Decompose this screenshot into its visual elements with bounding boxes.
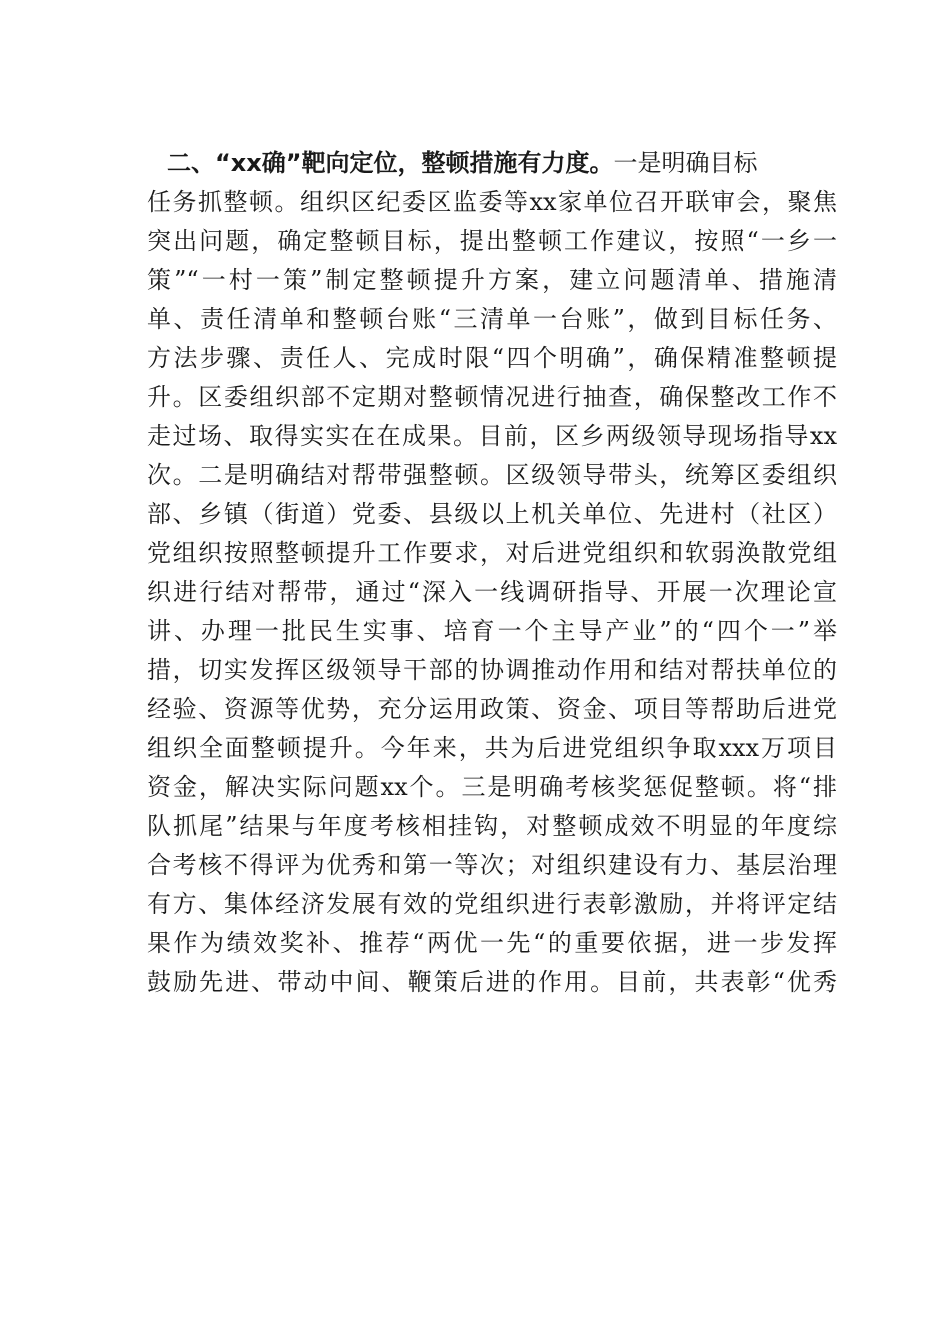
paragraph-line: 讲、办理一批民生实事、培育一个主导产业”的“四个一”举 bbox=[147, 617, 837, 645]
paragraph-line: 有方、集体经济发展有效的党组织进行表彰激励，并将评定结 bbox=[147, 890, 837, 918]
paragraph-line: 走过场、取得实实在在成果。目前，区乡两级领导现场指导xx bbox=[147, 422, 837, 450]
body-paragraph bbox=[147, 144, 837, 1002]
paragraph-line: 合考核不得评为优秀和第一等次；对组织建设有力、基层治理 bbox=[147, 851, 837, 879]
paragraph-line: 组织全面整顿提升。今年来，共为后进党组织争取xxx万项目 bbox=[147, 734, 837, 762]
paragraph-line: 资金，解决实际问题xx个。三是明确考核奖惩促整顿。将“排 bbox=[147, 773, 837, 801]
paragraph-line: 升。区委组织部不定期对整顿情况进行抽查，确保整改工作不 bbox=[147, 383, 837, 411]
paragraph-line: 措，切实发挥区级领导干部的协调推动作用和结对帮扶单位的 bbox=[147, 656, 837, 684]
paragraph-line: 任务抓整顿。组织区纪委区监委等xx家单位召开联审会，聚焦 bbox=[147, 188, 837, 216]
paragraph-line: 果作为绩效奖补、推荐“两优一先“的重要依据，进一步发挥 bbox=[147, 929, 837, 957]
paragraph-line: 单、责任清单和整顿台账“三清单一台账”，做到目标任务、 bbox=[147, 305, 837, 333]
paragraph-line: 鼓励先进、带动中间、鞭策后进的作用。目前，共表彰“优秀 bbox=[147, 968, 837, 996]
paragraph-line: 突出问题，确定整顿目标，提出整顿工作建议，按照“一乡一 bbox=[147, 227, 837, 255]
paragraph-line-1 bbox=[147, 144, 837, 183]
paragraph-line: 经验、资源等优势，充分运用政策、资金、项目等帮助后进党 bbox=[147, 695, 837, 723]
paragraph-line: 织进行结对帮带，通过“深入一线调研指导、开展一次理论宣 bbox=[147, 578, 837, 606]
paragraph-line: 部、乡镇（街道）党委、县级以上机关单位、先进村（社区） bbox=[147, 500, 837, 528]
section-heading: 二、“xx确”靶向定位，整顿措施有力度。 bbox=[167, 149, 614, 177]
paragraph-line: 党组织按照整顿提升工作要求，对后进党组织和软弱涣散党组 bbox=[147, 539, 837, 567]
paragraph-line: 队抓尾”结果与年度考核相挂钩，对整顿成效不明显的年度综 bbox=[147, 812, 837, 840]
paragraph-line: 次。二是明确结对帮带强整顿。区级领导带头，统筹区委组织 bbox=[147, 461, 837, 489]
paragraph-line-text: 一是明确目标 bbox=[613, 149, 758, 177]
paragraph-line: 方法步骤、责任人、完成时限“四个明确”，确保精准整顿提 bbox=[147, 344, 837, 372]
paragraph-line: 策”“一村一策”制定整顿提升方案，建立问题清单、措施清 bbox=[147, 266, 837, 294]
